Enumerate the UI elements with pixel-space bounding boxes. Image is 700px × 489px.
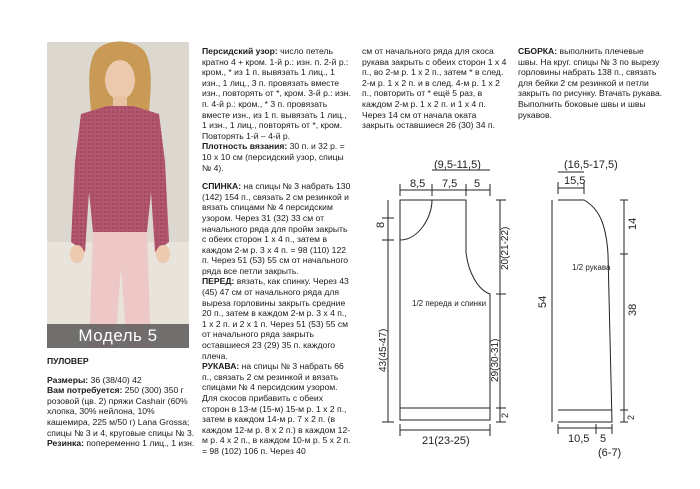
sleeve-continuation: см от начального ряда для скоса рукава закрыть с обеих сторон 1 х 4 п., во 2-м р. 1 х 2 п., затем * в след. 2-м р. 1 х 2 п. и в след. 4-м р. 1 х 2 п., повторить от * ещё 5 раз, в каждом 2-м р. 1 х 2 п. и 1 х 4 п. Через 14 см от начала оката закрыть оставшиеся 26 (30) 34 п. <box>362 46 507 131</box>
sleeve-top-label: 15,5 <box>564 175 586 187</box>
product-title: ПУЛОВЕР <box>47 356 89 366</box>
front-label: ПЕРЕД: <box>202 276 235 287</box>
body-outline <box>400 200 490 420</box>
density-label: Плотность вязания: <box>202 141 288 152</box>
sleeve-bottom-edge-alt-label: (6-7) <box>598 447 622 459</box>
sizes-label: Размеры: <box>47 374 89 385</box>
model-label: Модель 5 <box>47 324 189 348</box>
body-piece-label: 1/2 переда и спинки <box>412 299 487 308</box>
instructions-column-3 <box>362 46 508 131</box>
model-photo <box>47 42 189 348</box>
assembly-label: СБОРКА: <box>518 46 558 56</box>
sleeve-length-label: 38 <box>627 303 639 316</box>
rib-label: Резинка: <box>47 438 84 449</box>
materials-block <box>47 356 195 449</box>
sleeve-piece-label: 1/2 рукава <box>572 263 611 272</box>
sleeve-pattern-diagram <box>537 158 658 468</box>
persian-label: Персидский узор: <box>202 46 278 56</box>
needed-label: Вам потребуется: <box>47 385 123 396</box>
sleeve-rib-label: 2 <box>626 414 636 420</box>
instructions-column-4 <box>518 46 664 120</box>
neck-curve <box>400 200 432 240</box>
total-height-label: 43(45-47) <box>378 328 389 372</box>
sleeve-total-height-label: 54 <box>537 295 549 308</box>
model-illustration <box>47 42 189 348</box>
sleeve-cap-label: 14 <box>627 217 639 230</box>
rib-value: попеременно 1 лиц., 1 изн. <box>84 438 195 449</box>
edge-label: 5 <box>474 178 481 190</box>
shoulder-label: 8,5 <box>410 178 426 190</box>
body-pattern-diagram <box>370 160 510 460</box>
neck-total-label: (9,5-11,5) <box>434 159 481 171</box>
front-text: вязать, как спинку. Через 43 (45) 47 см от начального ряда для выреза горловины закрыть средние 20 п., затем в каждом 2-м р. 3 х 4 п., 1 х 2 п. и 2 х 1 п. Через 51 (53) 55 см от начального ряда закрыть оставшиеся 23 (29) 35 п. каждого плеча. <box>202 276 349 361</box>
back-label: СПИНКА: <box>202 181 242 192</box>
body-rib-label: 2 <box>500 412 510 418</box>
sleeve-outline <box>558 200 612 422</box>
instructions-column-2 <box>202 46 352 457</box>
armhole-label: 20(21-22) <box>500 226 511 270</box>
persian-text: число петель кратно 4 + кром. 1-й р.: изн. п. 2-й р.: кром., * из 1 п. вывязать 1 лиц., 1 изн., 1 лиц., 3 п. провязать вместе изн., повторять от *, кром. 3-й р.: изн. п. 4-й р.: кром., * 3 п. провязать вместе изн., из 1 п. вывязать 1 лиц., 1 изн., 1 лиц., повторять от *, кром. Повторять 1-й – 4-й р. <box>202 46 351 141</box>
neck-depth-label: 8 <box>375 221 387 228</box>
sleeves-label: РУКАВА: <box>202 361 240 372</box>
needed-value: 250 (300) 350 г розовой (цв. 2) пряжи Cashair (60% хлопка, 30% нейлона, 10% кашемира, 225 м/50 г) Lana Grossa; спицы № 3 и 4, круговые спицы № 3. <box>47 385 195 438</box>
sleeve-top-total-label: (16,5-17,5) <box>564 159 618 171</box>
sleeve-bottom-label: 10,5 <box>568 433 590 445</box>
sleeve-bottom-edge-label: 5 <box>600 433 607 445</box>
half-neck-label: 7,5 <box>442 178 458 190</box>
density-text: 30 п. и 32 р. = 10 х 10 см (персидский узор, спицы № 4). <box>202 141 345 173</box>
back-text: на спицы № 3 набрать 130 (142) 154 п., связать 2 см резинкой и вязать спицами № 4 персидским узором. Через 31 (32) 33 см от начального ряда для пройм закрыть с обеих сторон 1 х 4 п., затем в каждом 2-м р. 3 х 4 п. = 98 (110) 122 п. Через 51 (53) 55 см от начального ряда все петли закрыть. <box>202 181 351 276</box>
assembly-text: выполнить плечевые швы. На круг. спицы № 3 по вырезу горловины набрать 138 п., связать для бейки 2 см резинкой и петли закрыть по рисунку. Втачать рукава. Выполнить боковые швы и швы рукавов. <box>518 46 663 120</box>
half-width-label: 21(23-25) <box>422 435 470 447</box>
sizes-value: 36 (38/40) 42 <box>88 374 142 385</box>
side-height-label: 29(30-31) <box>490 338 501 382</box>
sleeves-text: на спицы № 3 набрать 66 п., связать 2 см резинкой и вязать спицами № 4 персидским узором. Для скосов прибавить с обеих сторон в 13-м (15-м) 15-м р. 1 х 2 п., затем в каждом 14-м р. 7 х 2 п. (в каждом 12-м р. 8 х 2 п.) в каждом 12-м р. 4 х 2 п., в каждом 10-м р. 5 х 2 п. = 98 (102) 106 п. Через 40 <box>202 361 351 456</box>
